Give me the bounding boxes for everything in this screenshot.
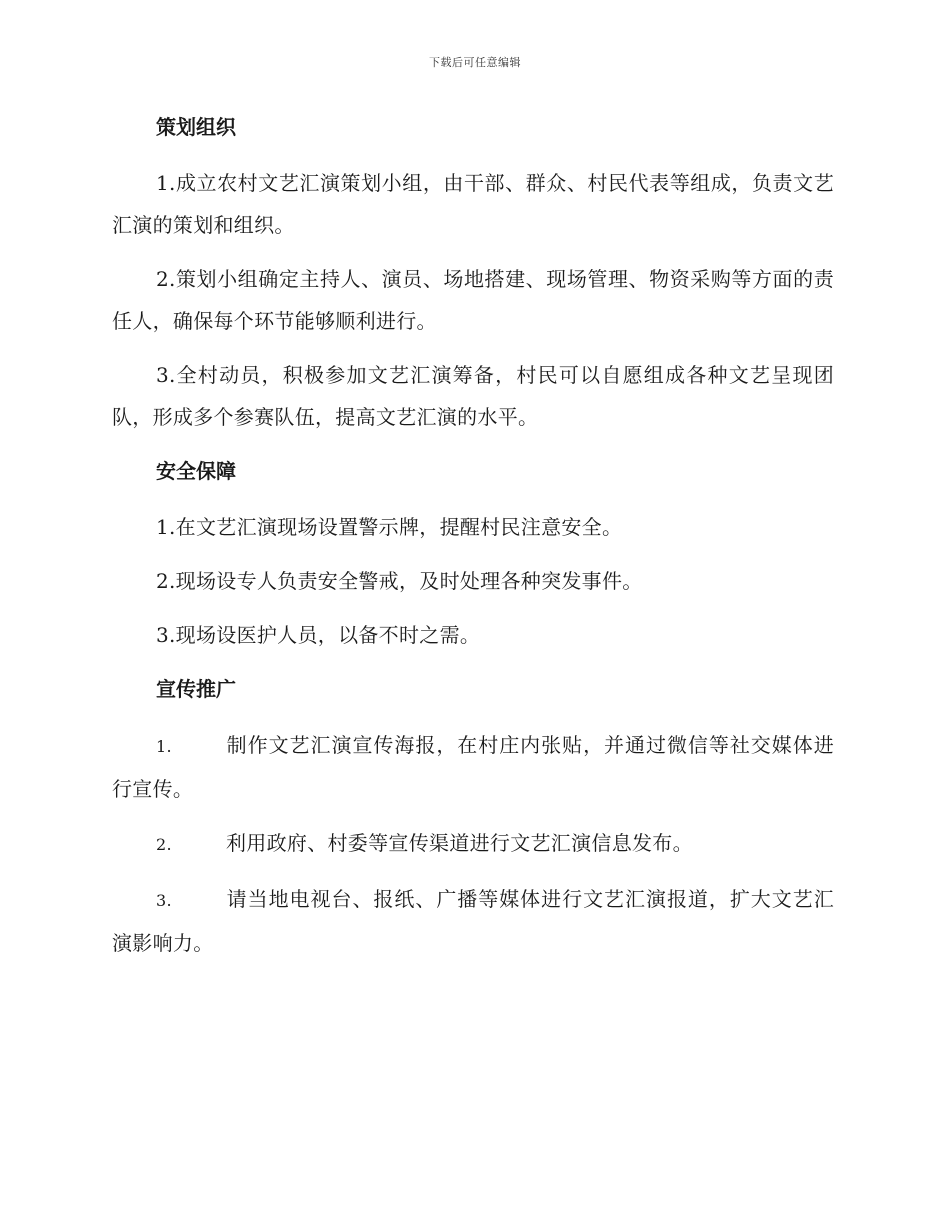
- numbered-item: [112, 724, 834, 810]
- paragraph: 1.在文艺汇演现场设置警示牌，提醒村民注意安全。: [156, 515, 623, 539]
- section-promotion: [112, 668, 834, 964]
- paragraph: 2.策划小组确定主持人、演员、场地搭建、现场管理、物资采购等方面的责任人，确保每个环节能够顺利进行。: [112, 267, 834, 333]
- paragraph: 3.全村动员，积极参加文艺汇演筹备，村民可以自愿组成各种文艺呈现团队，形成多个参赛队伍，提高文艺汇演的水平。: [112, 363, 834, 429]
- paragraph: 3.现场设医护人员，以备不时之需。: [156, 623, 481, 647]
- paragraph: 1.成立农村文艺汇演策划小组，由干部、群众、村民代表等组成，负责文艺汇演的策划和组织。: [112, 171, 834, 237]
- page-header: 下载后可任意编辑: [429, 56, 521, 69]
- numbered-item: [112, 822, 834, 866]
- numbered-item: [112, 878, 834, 964]
- section-heading: 安全保障: [156, 459, 236, 483]
- item-number: 3.: [156, 891, 172, 910]
- item-text: 利用政府、村委等宣传渠道进行文艺汇演信息发布。: [226, 831, 693, 855]
- item-text: 请当地电视台、报纸、广播等媒体进行文艺汇演报道，扩大文艺汇演影响力。: [112, 887, 834, 955]
- section-safety: [112, 450, 834, 656]
- item-text: 制作文艺汇演宣传海报，在村庄内张贴，并通过微信等社交媒体进行宣传。: [112, 733, 834, 801]
- section-planning: [112, 106, 834, 438]
- item-number: 2.: [156, 835, 172, 854]
- paragraph: 2.现场设专人负责安全警戒，及时处理各种突发事件。: [156, 569, 643, 593]
- section-heading: 策划组织: [156, 115, 236, 139]
- section-heading: 宣传推广: [156, 677, 236, 701]
- document-body: [112, 106, 834, 976]
- item-number: 1.: [156, 737, 172, 756]
